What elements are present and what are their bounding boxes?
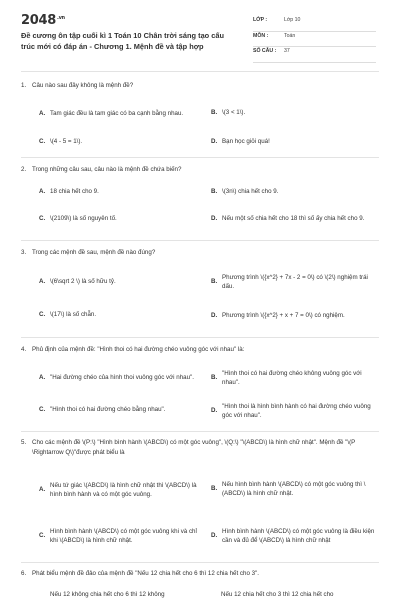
meta-label: SỐ CÂU : — [253, 48, 277, 54]
meta-row-count — [253, 47, 376, 63]
document-header — [0, 0, 400, 76]
option-a[interactable]: A. Tam giác đều là tam giác có ba cạnh bằng nhau. — [39, 110, 184, 118]
option-b[interactable]: B. \(3 < 1\). — [211, 109, 246, 117]
divider — [21, 562, 379, 563]
question-2: 2. Trong những câu sau, câu nào là mệnh đề chứa biến? — [21, 166, 182, 173]
option-d[interactable]: D. Bạn học giỏi quá! — [211, 138, 270, 146]
question-number: 1. — [21, 82, 27, 89]
option-a[interactable]: Nếu 12 không chia hết cho 6 thì 12 không — [50, 590, 165, 598]
meta-row-grade — [253, 16, 376, 32]
option-d[interactable]: D. "Hình thoi là hình bình hành có hai đường chéo vuông góc với nhau". — [211, 402, 371, 419]
option-c[interactable]: C. "Hình thoi có hai đường chéo bằng nhau". — [39, 406, 166, 414]
meta-label: MÔN : — [253, 32, 269, 39]
option-c[interactable]: C. Hình bình hành \(ABCD\) có một góc vuông khi và chỉ khi \(ABCD\) là hình chữ nhật. — [39, 527, 197, 544]
divider — [21, 337, 379, 338]
option-a[interactable]: A. "Hai đường chéo của hình thoi vuông góc với nhau". — [39, 374, 194, 382]
option-d[interactable]: D. Nếu một số chia hết cho 18 thì số ấy chia hết cho 9. — [211, 215, 365, 223]
question-1 — [21, 81, 379, 91]
meta-value: Toán — [284, 32, 296, 39]
option-a[interactable]: A. \(6\sqrt 2 \) là số hữu tỷ. — [39, 278, 116, 286]
divider — [21, 157, 379, 158]
option-c[interactable]: C. \(4 - 5 = 1\). — [39, 138, 83, 146]
option-b[interactable]: Nếu 12 chia hết cho 3 thì 12 chia hết cho — [221, 590, 334, 598]
question-6: 6. Phát biểu mệnh đề đảo của mệnh đề "Nếu 12 chia hết cho 6 thì 12 chia hết cho 3". — [21, 570, 259, 577]
meta-label: LỚP : — [253, 17, 268, 23]
divider — [21, 240, 379, 241]
question-5: 5. Cho các mệnh đề \(P:\) "Hình bình hành \(ABCD\) có một góc vuông", \(Q:\) "\(ABCD\) là hình chữ nhật". Mệnh đề "\(P \Rightarrow Q\)"được phát biểu là — [21, 439, 356, 456]
site-logo[interactable]: $2048^{.vn}$ — [21, 13, 65, 28]
option-c[interactable]: C. \(17\) là số chẵn. — [39, 311, 97, 319]
option-a[interactable]: A. 18 chia hết cho 9. — [39, 188, 99, 196]
question-3: 3. Trong các mệnh đề sau, mệnh đề nào đúng? — [21, 249, 156, 256]
option-a[interactable]: A. Nếu tứ giác \(ABCD\) là hình chữ nhật thì \(ABCD\) là hình bình hành và có một góc vuông. — [39, 481, 197, 498]
option-b[interactable]: B. Nếu hình bình hành \(ABCD\) có một góc vuông thì \(ABCD\) là hình chữ nhật. — [211, 480, 366, 497]
divider — [21, 431, 379, 432]
divider — [21, 71, 379, 72]
option-d[interactable]: D. Hình bình hành \(ABCD\) có một góc vuông là điều kiện cần và đủ để \(ABCD\) là hình chữ nhật — [211, 527, 375, 544]
option-b[interactable]: B. "Hình thoi có hai đường chéo không vuông góc với nhau". — [211, 369, 362, 386]
meta-value: 37 — [284, 48, 290, 54]
option-c[interactable]: C. \(2109\) là số nguyên tố. — [39, 215, 117, 223]
question-4: 4. Phủ định của mệnh đề: "Hình thoi có hai đường chéo vuông góc với nhau" là: — [21, 346, 245, 353]
option-b[interactable]: B. \(3n\) chia hết cho 9. — [211, 188, 279, 196]
document-title: Đề cương ôn tập cuối kì 1 Toán 10 Chân trời sáng tạo cấu trúc mới có đáp án - Chương 1. Mệnh đề và tập hợp — [21, 31, 224, 51]
meta-value: Lớp 10 — [284, 17, 301, 23]
meta-row-subject — [253, 32, 376, 48]
document-meta — [253, 16, 376, 63]
option-d[interactable]: D. Phương trình \({x^2} + x + 7 = 0\) có nghiệm. — [211, 312, 345, 320]
question-text: Câu nào sau đây không là mệnh đề? — [32, 82, 134, 89]
option-b[interactable]: B. Phương trình \({x^2} + 7x - 2 = 0\) có \(2\) nghiệm trái dấu. — [211, 273, 368, 290]
